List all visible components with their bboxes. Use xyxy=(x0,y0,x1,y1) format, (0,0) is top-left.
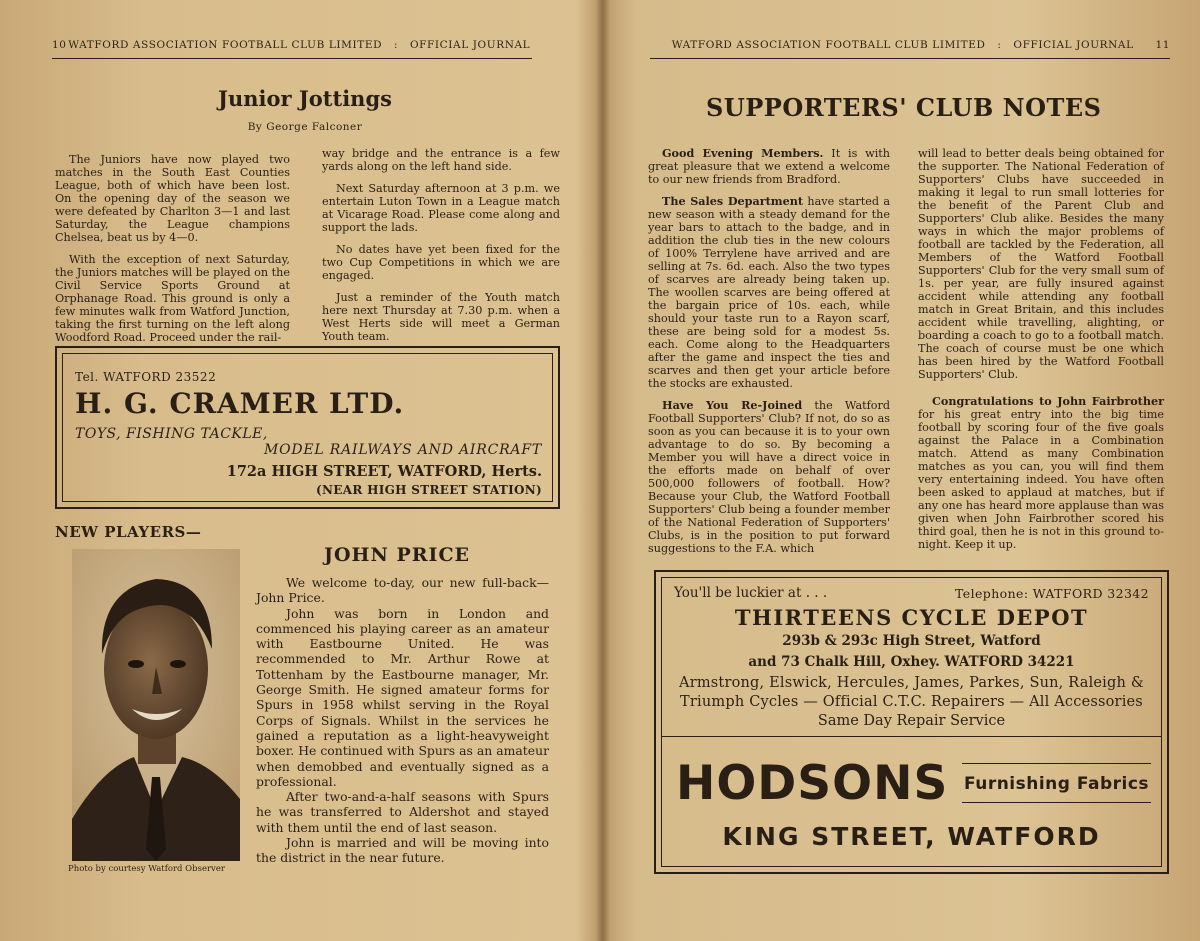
ad-divider xyxy=(662,736,1161,737)
paragraph: Just a reminder of the Youth match here next Thursday at 7.30 p.m. when a West Herts side will meet a German Youth team. xyxy=(322,291,560,343)
section-title: SUPPORTERS' CLUB NOTES xyxy=(706,93,1102,122)
paragraph: Next Saturday afternoon at 3 p.m. we entertain Luton Town in a League match at Vicarage Road. Please come along and support the lads. xyxy=(322,182,560,234)
article-title: Junior Jottings xyxy=(218,86,392,111)
ad-address: 172a HIGH STREET, WATFORD, Herts. xyxy=(226,463,542,480)
player-portrait-image xyxy=(72,549,240,861)
notes-column-1 xyxy=(648,147,890,564)
page-number: 11 xyxy=(1155,39,1170,51)
running-title: WATFORD ASSOCIATION FOOTBALL CLUB LIMITED : OFFICIAL JOURNAL xyxy=(68,39,531,51)
ad-address-2: and 73 Chalk Hill, Oxhey. WATFORD 34221 xyxy=(748,654,1075,670)
ad-address-1: 293b & 293c High Street, Watford xyxy=(782,633,1041,649)
notes-column-2 xyxy=(918,147,1164,560)
page-number: 10 xyxy=(52,39,67,51)
paragraph: No dates have yet been fixed for the two Cup Competitions in which we are engaged. xyxy=(322,243,560,282)
ad-brands-line-2: Triumph Cycles — Official C.T.C. Repairers — All Accessories xyxy=(680,694,1143,710)
running-head-right xyxy=(650,36,1170,59)
paragraph: Good Evening Members. It is with great pleasure that we extend a welcome to our new friends from Bradford. xyxy=(648,146,890,186)
article-byline: By George Falconer xyxy=(247,121,363,133)
ad-brands-line-1: Armstrong, Elswick, Hercules, James, Parkes, Sun, Raleigh & xyxy=(679,675,1144,691)
player-name-heading: JOHN PRICE xyxy=(324,544,471,566)
running-head-left xyxy=(52,36,532,59)
cramer-advertisement xyxy=(55,346,560,509)
paragraph: The Juniors have now played two matches in the South East Counties League, both of which have been lost. On the opening day of the season we were defeated by Charlton 3—1 and last Saturday, the League champions Chelsea, beat us by 4—0. xyxy=(55,153,290,244)
paragraph: will lead to better deals being obtained for the supporter. The National Federation of Supporters' Clubs have succeeded in making it legal to run small lotteries for the benefit of the Parent Club and Supporters' Club alike. Besides the many ways in which the major problems of football are tackled by the Federation, all Members of the Watford Football Supporters' Club for the very small sum of 1s. per year, are fully insured against accident while attending any football match in Great Britain, and this includes accident while travelling, alighting, or boarding a coach to go to a football match. The coach of course must be one which has been hired by the Watford Football Supporters' Club. xyxy=(918,147,1164,381)
paragraph: With the exception of next Saturday, the Juniors matches will be played on the Civil Service Sports Ground at Orphanage Road. This ground is only a few minutes walk from Watford Junction, taking the first turning on the left along Woodford Road. Proceed under the rail- xyxy=(55,253,290,344)
article-column-1 xyxy=(55,153,290,353)
running-title: WATFORD ASSOCIATION FOOTBALL CLUB LIMITED : OFFICIAL JOURNAL xyxy=(671,39,1134,51)
paragraph: Have You Re-Joined the Watford Football Supporters' Club? If not, do so as soon as you can because it is to your own advantage to do so. By becoming a Member you will have a direct voice in the efforts made on behalf of over 500,000 followers of football. How? Because your Club, the Watford Football Supporters' Club being a founder member of the National Federation of Supporters' Clubs, is in the position to put forward suggestions to the F.A. which xyxy=(648,398,890,555)
ad-repair-service: Same Day Repair Service xyxy=(817,713,1006,729)
rule-line xyxy=(962,763,1151,764)
player-photo xyxy=(72,549,240,861)
paragraph: John was born in London and commenced his playing career as an amateur with Eastbourne United. He was recommended to Mr. Arthur Rowe at Tottenham by the Eastbourne manager, Mr. George Smith. He signed amateur forms for Spurs in 1958 whilst serving in the Royal Corps of Signals. Whilst in the services he gained a reputation as a light-heavyweight boxer. He continued with Spurs as an amateur when demobbed and eventually signed as a professional. xyxy=(256,605,549,789)
paragraph: way bridge and the entrance is a few yards along on the left hand side. xyxy=(322,147,560,173)
ad-tagline: You'll be luckier at . . . xyxy=(674,585,828,601)
ad-business-name: H. G. CRAMER LTD. xyxy=(75,387,405,420)
thirteens-advertisement xyxy=(654,570,1169,874)
ad-telephone: Telephone: WATFORD 32342 xyxy=(955,586,1149,601)
paragraph: After two-and-a-half seasons with Spurs he was transferred to Aldershot and stayed with them until the end of last season. xyxy=(256,789,549,835)
ad-location-note: (NEAR HIGH STREET STATION) xyxy=(316,483,542,497)
rule-line xyxy=(962,802,1151,803)
ad-products-line-1: TOYS, FISHING TACKLE, xyxy=(75,426,268,442)
ad-inner-border xyxy=(62,353,553,502)
section-heading: NEW PLAYERS— xyxy=(55,523,202,541)
hodsons-name: HODSONS xyxy=(676,756,949,811)
ad-inner-border xyxy=(661,577,1162,867)
hodsons-tagline: Furnishing Fabrics xyxy=(963,774,1150,794)
hodsons-address: KING STREET, WATFORD xyxy=(722,822,1101,851)
photo-caption: Photo by courtesy Watford Observer xyxy=(68,864,225,874)
paragraph: John is married and will be moving into the district in the near future. xyxy=(256,835,549,866)
paragraph: We welcome to-day, our new full-back—John Price. xyxy=(256,575,549,606)
ad-telephone: Tel. WATFORD 23522 xyxy=(75,370,217,384)
article-column-2 xyxy=(322,147,560,352)
ad-business-name: THIRTEENS CYCLE DEPOT xyxy=(734,605,1089,630)
player-profile-text xyxy=(256,575,549,866)
ad-products-line-2: MODEL RAILWAYS AND AIRCRAFT xyxy=(263,442,542,458)
paragraph: Congratulations to John Fairbrother for his great entry into the big time football by scoring four of the five goals against the Palace in a Combination match. Attend as many Combination matches as you can, you will find them very entertaining indeed. You have often been asked to applaud at matches, but if any one has heard more applause than was given when John Fairbrother scored his third goal, then he is not in this ground to-night. Keep it up. xyxy=(918,394,1164,551)
paragraph: The Sales Department have started a new season with a steady demand for the year bars to attach to the badge, and in addition the club ties in the new colours of 100% Terrylene have arrived and are selling at 7s. 6d. each. Also the two types of scarves are already being taken up. The woollen scarves are being offered at the bargain price of 10s. each, while should your taste run to a Rayon scarf, these are being sold for a modest 5s. each. Come along to the Headquarters after the game and inspect the ties and scarves and then get your article before the stocks are exhausted. xyxy=(648,194,891,390)
right-page xyxy=(606,0,1200,941)
